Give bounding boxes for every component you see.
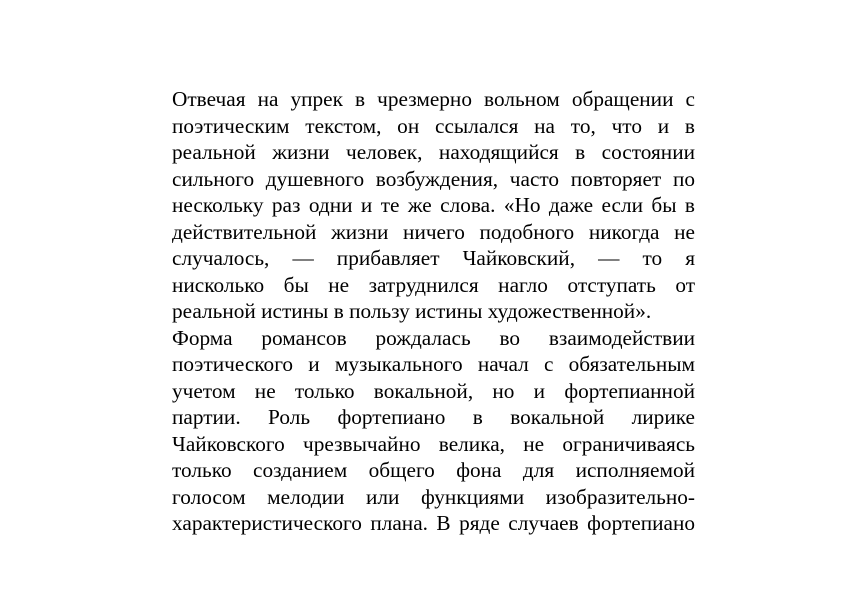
text-line: Форма романсов рождалась во взаимодействии	[172, 325, 695, 350]
text-line: Отвечая на упрек в чрезмерно вольном обращении с	[172, 87, 695, 111]
text-line: только созданием общего фона для исполняемой	[172, 458, 695, 482]
text-line: реальной жизни человек, находящийся в состоянии	[172, 140, 695, 164]
text-line: действительной жизни ничего подобного никогда не	[172, 219, 695, 244]
text-line: случалось, — прибавляет Чайковский, — то я	[172, 246, 695, 270]
text-line: Чайковского чрезвычайно велика, не ограничиваясь	[172, 431, 695, 456]
text-line: нескольку раз одни и те же слова. «Но даже если бы в	[172, 193, 695, 217]
body-text	[172, 86, 695, 537]
paragraph-2	[172, 325, 695, 537]
text-line: голосом мелодии или функциями изобразительно-	[172, 484, 695, 509]
text-line: сильного душевного возбуждения, часто повторяет по	[172, 166, 695, 191]
text-line: поэтического и музыкального начал с обязательным	[172, 352, 695, 376]
text-line: учетом не только вокальной, но и фортепианной	[172, 378, 695, 403]
text-line: нисколько бы не затруднился нагло отступать от	[172, 272, 695, 297]
text-line: реальной истины в пользу истины художественной».	[172, 299, 652, 323]
text-line: партии. Роль фортепиано в вокальной лирике	[172, 405, 695, 429]
text-line: поэтическим текстом, он ссылался на то, что и в	[172, 113, 695, 138]
paragraph-1	[172, 86, 695, 325]
text-line: характеристического плана. В ряде случаев фортепиано	[172, 511, 695, 535]
